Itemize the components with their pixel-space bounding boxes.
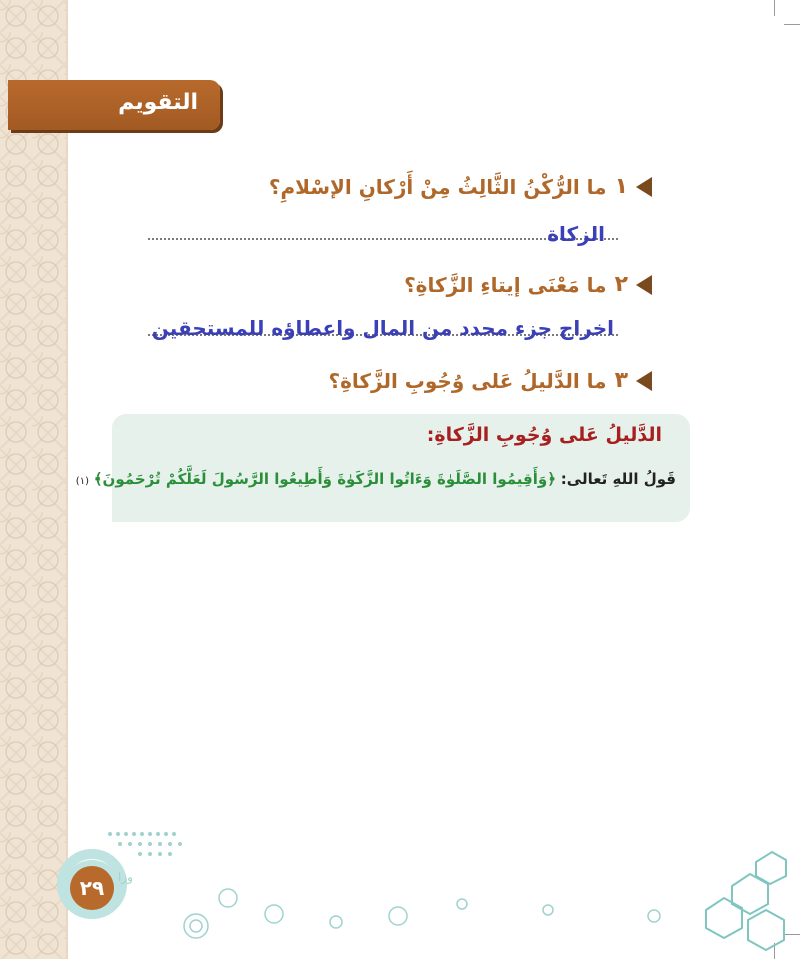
answer-1: الزكاة <box>547 222 605 246</box>
question-text: ما الدَّليلُ عَلى وُجُوبِ الزَّكاةِ؟ <box>328 368 607 393</box>
evidence-title: الدَّليلُ عَلى وُجُوبِ الزَّكاةِ: <box>426 424 662 446</box>
quran-verse: ﴿وَأَقِيمُوا الصَّلَوٰةَ وَءَاتُوا الزَّكَوٰةَ وَأَطِيعُوا الرَّسُولَ لَعَلَّكُمْ تُرْحَمُونَ﴾ <box>93 470 556 488</box>
footnote-marker: (١) <box>75 476 89 487</box>
question-text: ما مَعْنَى إيتاءِ الزَّكاةِ؟ <box>404 272 607 297</box>
answer-2: اخراج جزء محدد من المال واعطاؤه للمستحقين <box>151 316 614 340</box>
question-text: ما الرُّكْنُ الثَّالِثُ مِنْ أَرْكانِ الإسْلامِ؟ <box>268 174 607 199</box>
section-title: التقويم <box>118 90 198 115</box>
page-number-badge: ٢٩ <box>70 866 114 910</box>
logo-mark-icon <box>706 852 786 950</box>
ministry-logo-text: وزا <box>118 870 133 884</box>
evidence-intro: قَولُ اللهِ تَعالى: <box>560 470 676 488</box>
question-number: ٣ <box>614 368 628 393</box>
question-number: ٢ <box>614 272 628 297</box>
question-number: ١ <box>614 174 628 199</box>
